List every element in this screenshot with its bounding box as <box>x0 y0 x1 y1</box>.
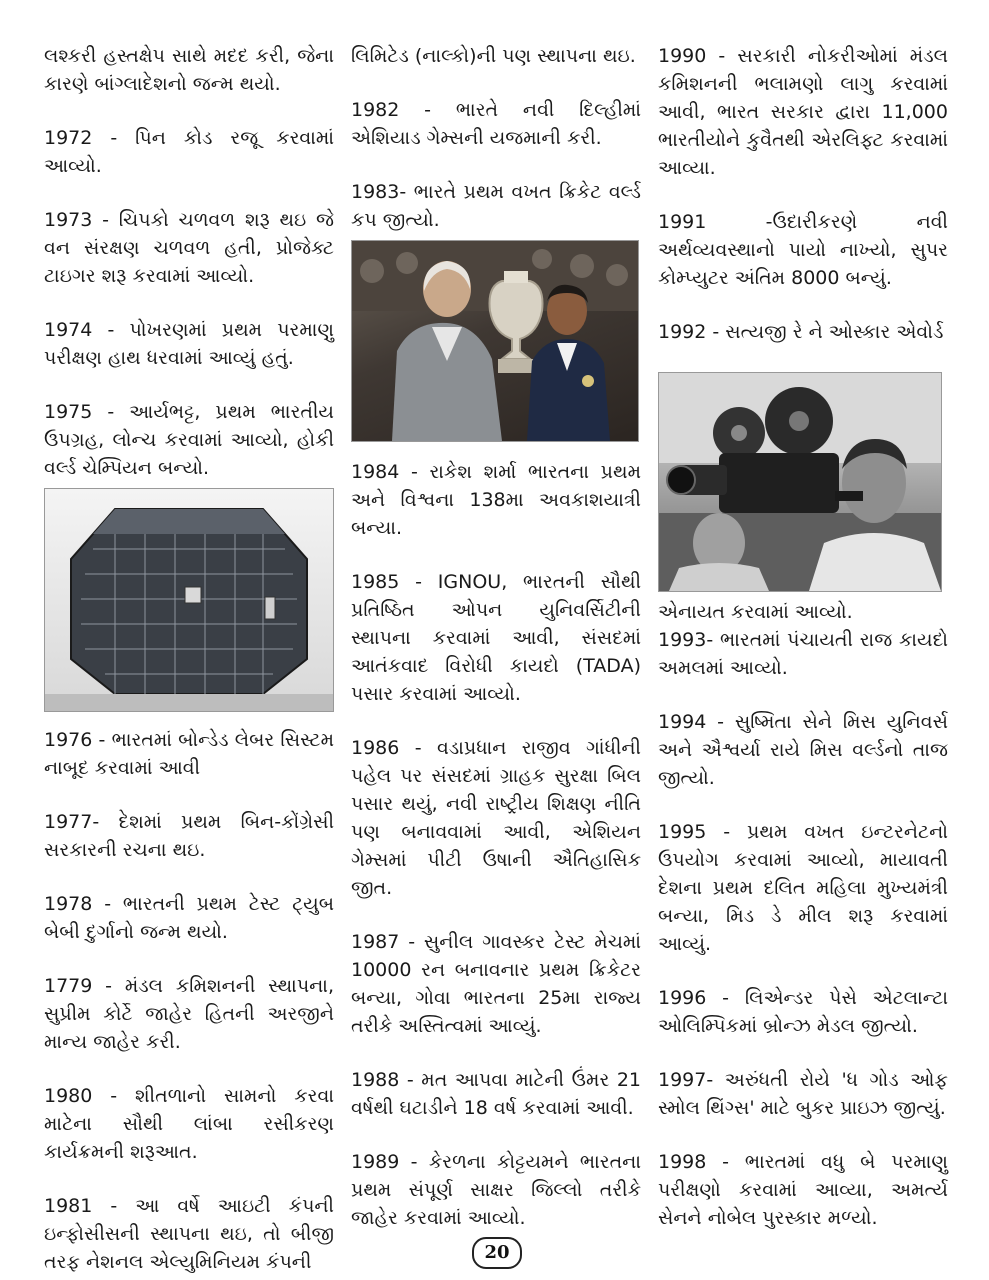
timeline-entry-1972: 1972 - પિન કોડ રજૂ કરવામાં આવ્યો. <box>44 127 334 177</box>
timeline-entry-1985: 1985 - IGNOU, ભારતની સૌથી પ્રતિષ્ઠિત ઓપન યુનિવર્સિટીની સ્થાપના કરવામાં આવી, સંસદમાં આતંકવાદ વિરોધી કાયદો (TADA) પસાર કરવામાં આવ્યો. <box>351 571 641 705</box>
timeline-entry-1981: 1981 - આ વર્ષે આઇટી કંપની ઇન્ફોસીસની સ્થાપના થઇ, તો બીજી તરફ નેશનલ એલ્યુમિનિયમ કંપની <box>44 1195 334 1273</box>
timeline-entry-1989: 1989 - કેરળના કોટ્ટયમને ભારતના પ્રથમ સંપૂર્ણ સાક્ષર જિલ્લો તરીકે જાહેર કરવામાં આવ્યો. <box>351 1151 641 1229</box>
timeline-entry-1973: 1973 - ચિપકો ચળવળ શરૂ થઇ જે વન સંરક્ષણ ચળવળ હતી, પ્રોજેક્ટ ટાઇગર શરૂ કરવામાં આવ્યો. <box>44 209 334 287</box>
column-3 <box>658 42 948 1232</box>
timeline-entry-1971-continued: લશ્કરી હસ્તક્ષેપ સાથે મદદ કરી, જેના કારણે બાંગ્લાદેશનો જન્મ થયો. <box>44 45 334 95</box>
timeline-entry-1975: 1975 - આર્યભટ્ટ, પ્રથમ ભારતીય ઉપગ્રહ, લોન્ચ કરવામાં આવ્યો, હોકી વર્લ્ડ ચેમ્પિયન બન્યો. <box>44 401 334 479</box>
timeline-entry-1974: 1974 - પોખરણમાં પ્રથમ પરમાણુ પરીક્ષણ હાથ ધરવામાં આવ્યું હતું. <box>44 319 334 369</box>
satyajit-ray-camera-photo <box>658 372 942 592</box>
page-number: 20 <box>472 1237 522 1269</box>
timeline-entry-1992: 1992 - સત્યજી રે ને ઓસ્કાર એવોર્ડ <box>658 321 944 343</box>
timeline-entry-1987: 1987 - સુનીલ ગાવસ્કર ટેસ્ટ મેચમાં 10000 રન બનાવનાર પ્રથમ ક્રિકેટર બન્યા, ગોવા ભારતના 25મા રાજ્ય તરીકે અસ્તિત્વમાં આવ્યું. <box>351 931 641 1037</box>
column-1 <box>44 42 334 1276</box>
timeline-entry-1986: 1986 - વડાપ્રધાન રાજીવ ગાંધીની પહેલ પર સંસદમાં ગ્રાહક સુરક્ષા બિલ પસાર થયું, નવી રાષ્ટ્રીય શિક્ષણ નીતિ પણ બનાવવામાં આવી, એશિયન ગેમ્સમાં પીટી ઉષાની ઐતિહાસિક જીત. <box>351 737 641 899</box>
timeline-entry-1997: 1997- અરુંધતી રોયે 'ધ ગોડ ઓફ સ્મોલ થિંગ્સ' માટે બુકર પ્રાઇઝ જીત્યું. <box>658 1069 948 1119</box>
timeline-entry-1994: 1994 - સુષ્મિતા સેને મિસ યુનિવર્સ અને ઐશ્વર્યા રાયે મિસ વર્લ્ડનો તાજ જીત્યો. <box>658 711 948 789</box>
timeline-entry-1996: 1996 - લિએન્ડર પેસે એટલાન્ટા ઓલિમ્પિકમાં બ્રોન્ઝ મેડલ જીત્યો. <box>658 987 948 1037</box>
timeline-entry-1991: 1991 -ઉદારીકરણે નવી અર્થવ્યવસ્થાનો પાયો નાખ્યો, સુપર કોમ્પ્યુટર અંતિમ 8000 બન્યું. <box>658 211 948 289</box>
timeline-entry-1998: 1998 - ભારતમાં વધુ બે પરમાણુ પરીક્ષણો કરવામાં આવ્યા, અમર્ત્ય સેનને નોબેલ પુરસ્કાર મળ્યો. <box>658 1151 948 1229</box>
timeline-entry-1977: 1977- દેશમાં પ્રથમ બિન-કોંગ્રેસી સરકારની રચના થઇ. <box>44 811 334 861</box>
timeline-entry-1983: 1983- ભારતે પ્રથમ વખત ક્રિકેટ વર્લ્ડ કપ જીત્યો. <box>351 181 641 231</box>
timeline-entry-1982: 1982 - ભારતે નવી દિલ્હીમાં એશિયાડ ગેમ્સની યજમાની કરી. <box>351 99 641 149</box>
timeline-entry-1981-continued: લિમિટેડ (નાલ્કો)ની પણ સ્થાપના થઇ. <box>351 45 636 67</box>
timeline-entry-1976: 1976 - ભારતમાં બોન્ડેડ લેબર સિસ્ટમ નાબૂદ કરવામાં આવી <box>44 729 334 779</box>
timeline-entry-1779: 1779 - મંડલ કમિશનની સ્થાપના, સુપ્રીમ કોર્ટે જાહેર હિતની અરજીને માન્ય જાહેર કરી. <box>44 975 334 1053</box>
timeline-entry-1984: 1984 - રાકેશ શર્મા ભારતના પ્રથમ અને વિશ્વના 138મા અવકાશયાત્રી બન્યા. <box>351 461 641 539</box>
timeline-entry-1995: 1995 - પ્રથમ વખત ઇન્ટરનેટનો ઉપયોગ કરવામાં આવ્યો, માયાવતી દેશના પ્રથમ દલિત મહિલા મુખ્યમંત્રી બન્યા, મિડ ડે મીલ શરૂ કરવામાં આવ્યું. <box>658 821 948 955</box>
column-2 <box>351 42 641 1232</box>
timeline-entry-1980: 1980 - શીતળાનો સામનો કરવા માટેના સૌથી લાંબા રસીકરણ કાર્યક્રમની શરૂઆત. <box>44 1085 334 1163</box>
timeline-entry-1990: 1990 - સરકારી નોકરીઓમાં મંડલ કમિશનની ભલામણો લાગુ કરવામાં આવી, ભારત સરકાર દ્વારા 11,000 ભારતીયોને કુવૈતથી એરલિફ્ટ કરવામાં આવ્યા. <box>658 45 948 179</box>
timeline-entry-1988: 1988 - મત આપવા માટેની ઉંમર 21 વર્ષથી ઘટાડીને 18 વર્ષ કરવામાં આવી. <box>351 1069 641 1119</box>
timeline-entry-1992-continued: એનાયત કરવામાં આવ્યો. <box>658 601 853 623</box>
timeline-entry-1978: 1978 - ભારતની પ્રથમ ટેસ્ટ ટ્યુબ બેબી દુર્ગાનો જન્મ થયો. <box>44 893 334 943</box>
timeline-entry-1993: 1993- ભારતમાં પંચાયતી રાજ કાયદો અમલમાં આવ્યો. <box>658 629 948 679</box>
aryabhata-satellite-photo <box>44 488 334 712</box>
world-cup-trophy-photo <box>351 240 639 442</box>
